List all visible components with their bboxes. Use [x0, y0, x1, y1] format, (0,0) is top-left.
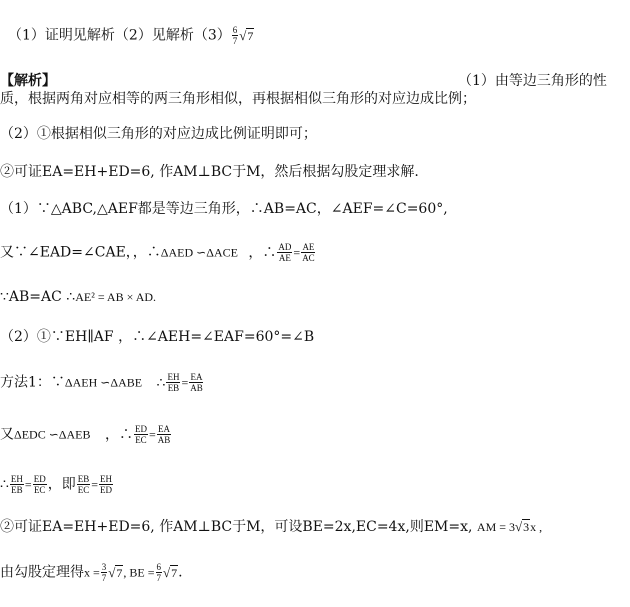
p1-frac-ad-ae: [277, 242, 292, 263]
answer-prefix: （1）证明见解析（2）见解析（3）: [8, 27, 231, 44]
m2-frac-ea-ab: [157, 424, 172, 445]
m3-frac4-den: ED: [100, 485, 112, 495]
p1-line2-text-b: ，∴: [248, 244, 277, 261]
answer-radical: √7: [239, 27, 254, 43]
p3-be-label: , BE =: [123, 565, 155, 580]
m3-text-b: ，即: [47, 476, 76, 493]
proof-method1-line2: 又ΔEDC ∽ΔAEB ，∴ $\frac{ED}{EC}$ = $\frac{EA}{AB}$: [0, 424, 171, 445]
p3-be-radical: √7: [163, 564, 178, 580]
p1-line2-text-a: 又∵∠EAD=∠CAE，，∴: [0, 244, 161, 261]
m3-frac2-num: ED: [33, 474, 46, 484]
m3-frac-eh-ed: [99, 474, 113, 495]
m2-frac2-den: AB: [157, 435, 171, 445]
p3-am-radical: √3: [515, 519, 530, 534]
p1-line3-text-b: AE² = AB × AD.: [75, 290, 157, 304]
p3-am-expr: AM = 3: [476, 520, 516, 534]
p3-x-frac-den: 7: [101, 573, 107, 583]
answer-line: [8, 25, 254, 46]
m1-frac1-den: EB: [167, 383, 180, 393]
p3-x-radicand: 7: [116, 565, 123, 580]
proof-p2-line1: （2）①∵EH∥AF ，∴∠AEH=∠EAF=60°=∠B: [0, 329, 315, 345]
proof-p3-line1: [0, 518, 542, 536]
p3-x-radical: √7: [108, 564, 123, 580]
answer-frac-num: 6: [232, 25, 238, 35]
p3-be-frac-den: 7: [156, 573, 162, 583]
m2-similar: ΔEDC ∽ΔAEB: [14, 427, 91, 442]
m3-frac-eh-eb: [10, 474, 24, 495]
answer-frac-den: 7: [232, 36, 238, 46]
p1-line3-text-a: ∵AB=AC ∴: [0, 289, 76, 305]
proof-p3-line2: [0, 562, 183, 583]
p1-frac-ae-ac: [301, 242, 316, 263]
p3-be-frac: [156, 562, 163, 583]
p3-am-x: x ,: [530, 520, 543, 534]
analysis-intro-right: （1）由等边三角形的性: [458, 73, 607, 89]
m1-frac-ea-ab: [189, 372, 204, 393]
m2-frac1-den: EC: [135, 435, 147, 445]
m1-text-a: 方法1：∵: [0, 374, 65, 391]
m2-frac2-num: EA: [157, 424, 170, 434]
m3-frac3-num: EB: [77, 474, 90, 484]
p3-x-frac: [101, 562, 108, 583]
p1-frac1-den: AE: [278, 253, 291, 263]
m3-frac4-num: EH: [100, 474, 112, 484]
m2-frac-ed-ec: [134, 424, 148, 445]
p3-am-radicand: 3: [523, 520, 530, 534]
p3-be-frac-num: 6: [156, 562, 162, 572]
m3-frac-ed-ec: [33, 474, 47, 495]
analysis-title: 【解析】: [0, 73, 56, 89]
proof-p1-line2: 又∵∠EAD=∠CAE，，∴ΔAED ∽ΔACE ，∴ $\frac{AD}{AE}$ = $\frac{AE}{AC}$: [0, 242, 315, 263]
m3-frac3-den: EC: [77, 485, 90, 495]
analysis-hint-3: ②可证EA=EH+ED=6, 作AM⊥BC于M，然后根据勾股定理求解.: [0, 164, 419, 180]
proof-method1: 方法1：∵ΔAEH ∽ΔABE ∴ $\frac{EH}{EB}$ = $\frac{EA}{AB}$: [0, 372, 203, 393]
m3-frac-eb-ec: [77, 474, 91, 495]
m1-frac-eh-eb: [166, 372, 180, 393]
m1-frac1-num: EH: [167, 372, 180, 382]
m3-frac2-den: EC: [33, 485, 46, 495]
m2-frac1-num: ED: [134, 424, 147, 434]
proof-p1-line1: （1）∵△ABC,△AEF都是等边三角形，∴AB=AC，∠AEF=∠C=60°,: [0, 201, 448, 217]
p1-frac2-den: AC: [302, 253, 315, 263]
m1-frac2-num: EA: [190, 372, 203, 382]
answer-radicand: 7: [247, 28, 254, 43]
p1-line2-similar: ΔAED ∽ΔACE: [160, 245, 238, 260]
p3-end: .: [178, 564, 183, 581]
p1-frac2-num: AE: [302, 242, 315, 252]
p3-x-label: x =: [84, 565, 100, 580]
m1-frac2-den: AB: [190, 383, 203, 393]
proof-p1-line3: [0, 288, 156, 306]
p3-be-radicand: 7: [171, 565, 178, 580]
m2-text-b: ，∴: [104, 426, 133, 443]
p1-frac1-num: AD: [278, 242, 292, 252]
analysis-intro-line2: 质，根据两角对应相等的两三角形相似，再根据相似三角形的对应边成比例；: [0, 91, 476, 107]
m3-frac1-num: EH: [10, 474, 23, 484]
proof-method1-line3: ∴ $\frac{EH}{EB}$ = $\frac{ED}{EC}$ ，即 $\frac{EB}{EC}$ = $\frac{EH}{ED}$: [0, 474, 112, 495]
p3-line1-text: ②可证EA=EH+ED=6, 作AM⊥BC于M，可设BE=2x,EC=4x,则EM=x,: [0, 519, 477, 535]
p3-line2-text: 由勾股定理得: [0, 564, 84, 581]
m1-text-b: ∴: [156, 374, 166, 391]
answer-fraction: [232, 25, 239, 46]
p3-x-frac-num: 3: [101, 562, 107, 572]
m2-text-a: 又: [0, 426, 14, 443]
m3-text-a: ∴: [0, 476, 9, 493]
m1-similar: ΔAEH ∽ΔABE: [64, 375, 143, 390]
m3-frac1-den: EB: [11, 485, 23, 495]
analysis-hint-2: （2）①根据相似三角形的对应边成比例证明即可；: [0, 126, 317, 142]
